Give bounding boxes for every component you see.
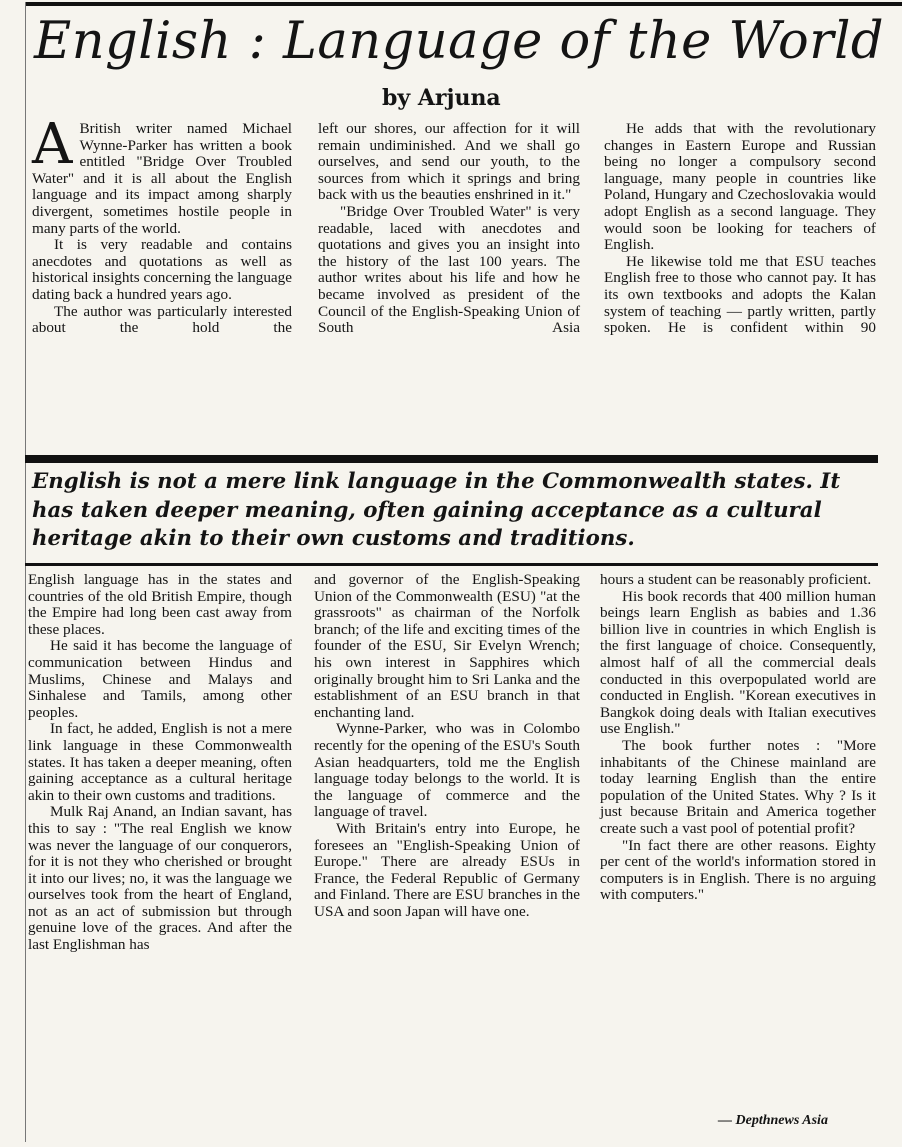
headline: English : Language of the World	[34, 12, 885, 71]
paragraph: He adds that with the revolutionary changes in Eastern Europe and Russian being no longer a compulsory second language, many people in countries like Poland, Hungary and Czechoslovakia would adopt English as a second language. They would soon be looking for teachers of English.	[604, 120, 876, 254]
paragraph: The book further notes : "More inhabitants of the Chinese mainland are today learning English than the entire population of the United States. Why ? Is it just because Britain and America together create such a vast pool of potential profit?	[600, 736, 876, 837]
pull-quote: English is not a mere link language in the Commonwealth states. It has taken deeper meaning, often gaining acceptance as a cultural heritage akin to their own customs and traditions.	[32, 469, 841, 551]
left-rule	[25, 2, 26, 1142]
paragraph: "In fact there are other reasons. Eighty per cent of the world's information stored in computers is in English. There is no arguing with computers."	[600, 836, 876, 904]
paragraph: left our shores, our affection for it will remain undiminished. And we shall go ourselves, and send our youth, to the sources from which it springs and bring back with us the beauties enshrined in it."	[318, 120, 580, 204]
paragraph: Wynne-Parker, who was in Colombo recently for the opening of the ESU's South Asian headquarters, told me the English language today belongs to the world. It is the language of commerce and the language of travel.	[314, 720, 580, 821]
byline: by Arjuna	[382, 85, 501, 111]
paragraph: The author was particularly interested about the hold the	[32, 302, 292, 337]
bottom-column-2	[314, 572, 580, 920]
paragraph: and governor of the English-Speaking Union of the Commonwealth (ESU) "at the grassroots" as chairman of the Norfolk branch; of the life and exciting times of the founder of the ESU, Sir Evelyn Wrench; his own interest in Sapphires which originally brought him to Sri Lanka and the establishment of an ESU branch in that enchanting land.	[314, 571, 580, 721]
top-column-1	[32, 112, 292, 337]
bottom-column-3	[600, 572, 876, 904]
paragraph: He said it has become the language of communication between Hindus and Muslims, Chinese and Malays and Sinhalese and Tamils, among other peoples.	[28, 637, 292, 721]
paragraph: hours a student can be reasonably proficient.	[600, 571, 872, 588]
top-column-2	[318, 121, 580, 337]
paragraph: In fact, he added, English is not a mere link language in these Commonwealth states. It has taken a deeper meaning, often gaining acceptance as a cultural heritage akin to their own customs and traditions.	[28, 720, 292, 804]
pull-quote-top-rule	[25, 455, 878, 463]
paragraph: With Britain's entry into Europe, he foresees an "English-Speaking Union of Europe." There are already ESUs in France, the Federal Republic of Germany and Finland. There are ESU branches in the USA and soon Japan will have one.	[314, 819, 580, 920]
top-rule	[25, 2, 902, 6]
top-column-3	[604, 121, 876, 337]
drop-cap: A	[32, 112, 73, 177]
paragraph: It is very readable and contains anecdotes and quotations as well as historical insights concerning the language dating back a hundred years ago.	[32, 236, 292, 303]
source-credit: — Depthnews Asia	[718, 1113, 828, 1128]
paragraph: He likewise told me that ESU teaches English free to those who cannot pay. It has its own textbooks and adopts the Kalan system of teaching — partly written, partly spoken. He is confident within 90	[604, 252, 876, 337]
bottom-column-1	[28, 572, 292, 954]
paragraph: Mulk Raj Anand, an Indian savant, has this to say : "The real English we know was never the language of our conquerors, for it is not they who cherished or brought it into our lives; no, it was the language we ourselves took from the heart of England, not as an act of submission but through genuine love of the graces. And after the last Englishman has	[28, 803, 292, 954]
paragraph: "Bridge Over Troubled Water" is very readable, laced with anecdotes and quotations and gives you an insight into the history of the last 100 years. The author writes about his life and how he became involved as president of the Council of the English-Speaking Union of South Asia	[318, 202, 580, 337]
paragraph: English language has in the states and countries of the old British Empire, though the Empire had long been cast away from these places.	[28, 571, 292, 638]
paragraph: A British writer named Michael Wynne-Parker has written a book entitled "Bridge Over Troubled Water" and it is all about the English language and its impact among sharply divergent, sometimes hostile people in many parts of the world.	[32, 112, 292, 237]
paragraph: His book records that 400 million human beings learn English as babies and 1.36 billion live in countries in which English is the first language of choice. Consequently, almost half of all the commercial deals conducted in this overpopulated world are conducted in English. "Korean executives in Bangkok doing deals with Italian executives use English."	[600, 587, 876, 738]
pull-quote-bottom-rule	[25, 563, 878, 566]
